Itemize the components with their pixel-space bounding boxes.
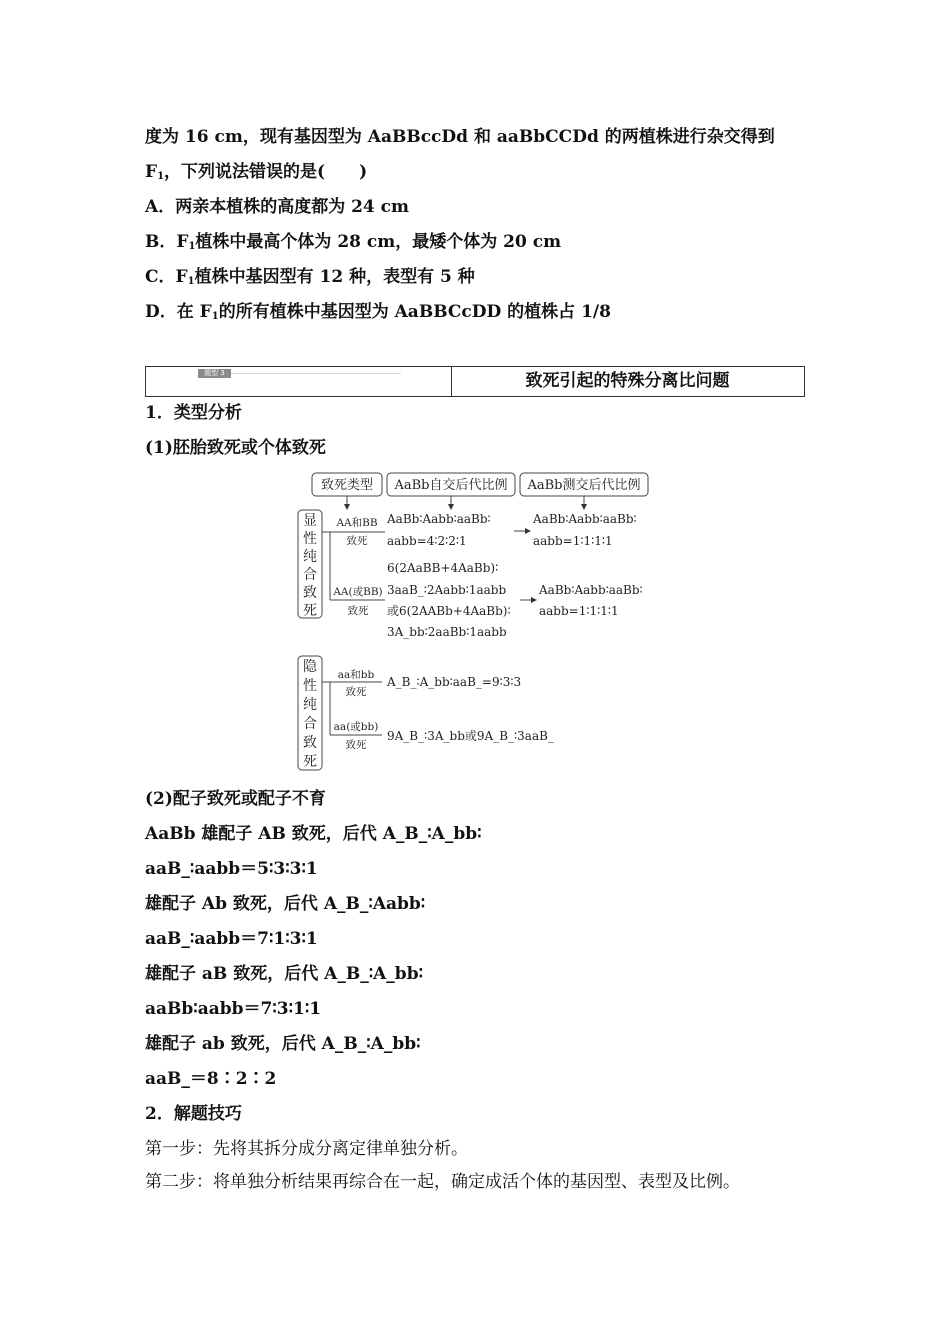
section-1-sub-2: (2)配子致死或配子不育 [145,789,326,809]
arrowhead-g1-case1 [525,528,531,534]
g1-case2-label: 致死 [347,605,369,617]
gamete-line-3: 雄配子 Ab 致死，后代 A_B_∶Aabb∶ [145,894,426,914]
tip-step-2: 第二步：将单独分析结果再综合在一起，确定成活个体的基因型、表型及比例。 [145,1172,740,1192]
group2-char: 性 [303,678,317,694]
gamete-line-5: 雄配子 aB 致死，后代 A_B_∶A_bb∶ [145,964,424,984]
gamete-line-4: aaB_∶aabb＝7∶1∶3∶1 [145,929,318,949]
topic-tag: 题型 3 [198,369,231,378]
gamete-line-8: aaB_＝8∶2∶2 [145,1069,277,1089]
g1-case1-self-2: aabb=4∶2∶2∶1 [387,534,467,548]
question-line-2 [145,160,367,189]
g1-case2-self-2: 3aaB_∶2Aabb∶1aabb [387,583,507,597]
option-b-prefix: B．F [145,232,189,252]
option-c-prefix: C．F [145,267,188,287]
option-b-rest: 植株中最高个体为 28 cm，最矮个体为 20 cm [195,232,562,252]
g1-case1-test-2: aabb=1∶1∶1∶1 [533,534,613,548]
arrowhead-test [581,504,587,510]
gamete-line-1: AaBb 雄配子 AB 致死，后代 A_B_∶A_bb∶ [145,824,482,844]
group2-char: 死 [303,754,317,770]
question-line-1: 度为 16 cm，现有基因型为 AaBBccDd 和 aaBbCCDd 的两植株进行杂交得到 [145,127,775,147]
group1-char: 死 [303,603,317,619]
question-line-2-rest: ，下列说法错误的是( ) [164,162,368,182]
g1-case2-condition: AA(或BB) [333,586,383,598]
group1-char: 显 [303,513,317,529]
arrowhead-g1-case2 [531,597,537,603]
header-test: AaBb测交后代比例 [527,478,641,493]
banner-title: 致死引起的特殊分离比问题 [525,371,730,391]
arrowhead-self [448,504,454,510]
g2-case1-label: 致死 [345,686,367,698]
diagram-svg [290,470,660,775]
option-c-subscript: 1 [187,276,195,287]
g1-case1-condition: AA和BB [336,517,378,529]
section-1-sub: (1)胚胎致死或个体致死 [145,438,326,458]
g1-case2-self-3: 或6(2AABb+4AaBb)∶ [387,604,511,618]
option-b-subscript: 1 [188,241,196,252]
header-self: AaBb自交后代比例 [394,478,508,493]
gamete-line-6: aaBb∶aabb＝7∶3∶1∶1 [145,999,322,1019]
g1-case1-test-1: AaBb∶Aabb∶aaBb∶ [533,512,637,526]
g1-case2-test-1: AaBb∶Aabb∶aaBb∶ [539,583,643,597]
g2-case2-self: 9A_B_∶3A_bb或9A_B_∶3aaB_ [387,729,554,743]
tip-step-1: 第一步：先将其拆分成分离定律单独分析。 [145,1139,468,1159]
group1-char: 性 [303,531,317,547]
g1-case2-self-1: 6(2AaBB+4AaBb)∶ [387,561,499,575]
group1-char: 纯 [303,549,317,565]
g2-case2-label: 致死 [345,739,367,751]
header-type: 致死类型 [320,478,374,493]
option-d-subscript: 1 [211,311,219,322]
f-symbol: F [145,162,158,182]
section-1-heading: 1．类型分析 [145,403,242,423]
group1-char: 合 [303,567,317,583]
g1-case1-self-1: AaBb∶Aabb∶aaBb∶ [387,512,491,526]
arrowhead-type [344,504,350,510]
g1-case2-test-2: aabb=1∶1∶1∶1 [539,604,619,618]
g1-case1-label: 致死 [346,535,368,547]
g2-case2-condition: aa(或bb) [333,721,379,733]
option-d-rest: 的所有植株中基因型为 AaBBCcDD 的植株占 1/8 [218,302,611,322]
g1-case2-self-4: 3A_bb∶2aaBb∶1aabb [387,625,507,639]
group2-char: 致 [303,735,317,751]
g2-case1-condition: aa和bb [337,669,375,681]
gamete-line-7: 雄配子 ab 致死，后代 A_B_∶A_bb∶ [145,1034,421,1054]
group2-char: 隐 [303,659,317,675]
topic-banner [145,366,805,397]
tag-rule [231,373,401,374]
gamete-line-2: aaB_∶aabb＝5∶3∶3∶1 [145,859,318,879]
group2-char: 合 [303,716,317,732]
group2-char: 纯 [303,697,317,713]
option-d [145,300,611,329]
group1-char: 致 [303,585,317,601]
option-c-rest: 植株中基因型有 12 种，表型有 5 种 [194,267,475,287]
option-a: A．两亲本植株的高度都为 24 cm [145,197,410,217]
lethal-type-diagram [290,470,660,775]
option-c [145,265,475,294]
option-d-prefix: D．在 F [145,302,212,322]
f-subscript: 1 [157,171,165,182]
g2-case1-self: A_B_∶A_bb∶aaB_=9∶3∶3 [387,675,522,689]
section-2-heading: 2．解题技巧 [145,1104,242,1124]
option-b [145,230,561,259]
